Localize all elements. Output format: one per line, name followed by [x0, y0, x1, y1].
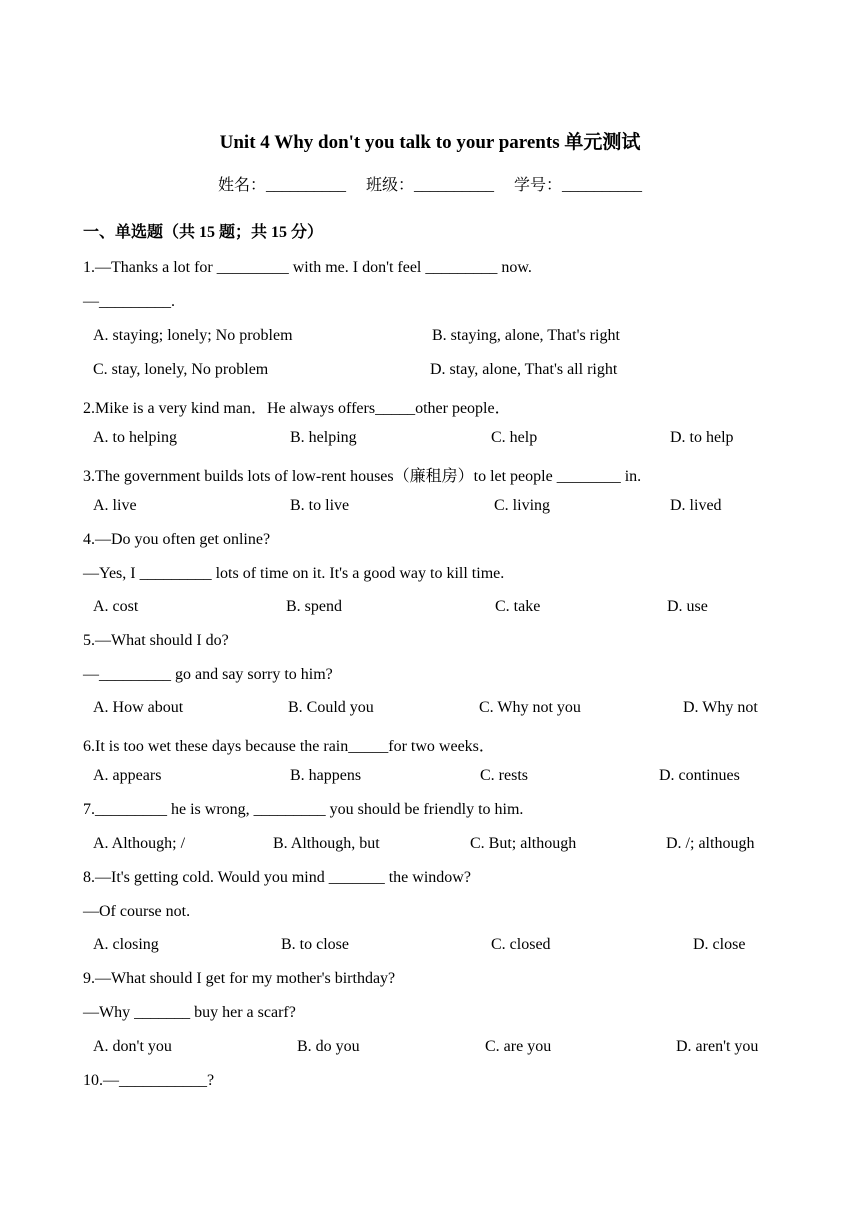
question-9-option-b[interactable]: B. do you — [297, 1038, 360, 1055]
question-6-option-d[interactable]: D. continues — [659, 767, 740, 784]
question-8-stem: 8.—It's getting cold. Would you mind _______ the window? — [83, 869, 471, 886]
question-8-option-c[interactable]: C. closed — [491, 936, 551, 953]
question-2-option-d[interactable]: D. to help — [670, 429, 734, 446]
id-field[interactable]: 学号：__________ — [514, 177, 643, 194]
question-4-option-b[interactable]: B. spend — [286, 598, 342, 615]
question-9-stem: 9.—What should I get for my mother's birthday? — [83, 970, 396, 987]
question-1-option-a[interactable]: A. staying; lonely; No problem — [93, 327, 293, 344]
question-5-stem: 5.—What should I do? — [83, 632, 229, 649]
question-8-response: —Of course not. — [83, 903, 191, 920]
question-5-response: —_________ go and say sorry to him? — [83, 666, 333, 683]
question-4-response: —Yes, I _________ lots of time on it. It's a good way to kill time. — [83, 565, 505, 582]
question-1-option-b[interactable]: B. staying, alone, That's right — [432, 327, 620, 344]
question-8-option-d[interactable]: D. close — [693, 936, 746, 953]
question-7-option-a[interactable]: A. Although; / — [93, 835, 186, 852]
question-10-stem: 10.—___________? — [83, 1072, 215, 1089]
question-7-option-c[interactable]: C. But; although — [470, 835, 577, 852]
question-5-option-d[interactable]: D. Why not — [683, 699, 758, 716]
question-9-response: —Why _______ buy her a scarf? — [83, 1004, 296, 1021]
question-8-option-b[interactable]: B. to close — [281, 936, 349, 953]
question-3-option-c[interactable]: C. living — [494, 497, 551, 514]
question-6-stem: 6.It is too wet these days because the rain_____for two weeks． — [83, 738, 495, 755]
question-2-option-b[interactable]: B. helping — [290, 429, 357, 446]
question-4-option-a[interactable]: A. cost — [93, 598, 139, 615]
section-title: 一、单选题（共 15 题；共 15 分） — [83, 224, 324, 241]
question-4-stem: 4.—Do you often get online? — [83, 531, 271, 548]
question-9-option-d[interactable]: D. aren't you — [676, 1038, 759, 1055]
question-1-option-d[interactable]: D. stay, alone, That's all right — [430, 361, 618, 378]
question-1-stem: 1.—Thanks a lot for _________ with me. I don't feel _________ now. — [83, 259, 532, 276]
question-7-option-b[interactable]: B. Although, but — [273, 835, 380, 852]
question-9-option-c[interactable]: C. are you — [485, 1038, 552, 1055]
question-1-option-c[interactable]: C. stay, lonely, No problem — [93, 361, 269, 378]
question-7-stem: 7._________ he is wrong, _________ you should be friendly to him. — [83, 801, 524, 818]
question-5-option-c[interactable]: C. Why not you — [479, 699, 581, 716]
question-2-stem: 2.Mike is a very kind man．He always offers_____other people． — [83, 400, 511, 417]
question-5-option-a[interactable]: A. How about — [93, 699, 184, 716]
name-field[interactable]: 姓名：__________ — [217, 177, 346, 194]
question-3-option-a[interactable]: A. live — [93, 497, 137, 514]
question-6-option-b[interactable]: B. happens — [290, 767, 362, 784]
question-8-option-a[interactable]: A. closing — [93, 936, 159, 953]
page-title: Unit 4 Why don't you talk to your parents 单元测试 — [219, 132, 641, 153]
question-4-option-c[interactable]: C. take — [495, 598, 541, 615]
class-field[interactable]: 班级：__________ — [365, 177, 494, 194]
question-4-option-d[interactable]: D. use — [667, 598, 708, 615]
question-3-option-d[interactable]: D. lived — [670, 497, 722, 514]
question-6-option-c[interactable]: C. rests — [480, 767, 528, 784]
student-info — [0, 172, 860, 195]
question-5-option-b[interactable]: B. Could you — [288, 699, 374, 716]
question-7-option-d[interactable]: D. /; although — [666, 835, 755, 852]
question-2-option-c[interactable]: C. help — [491, 429, 538, 446]
question-3-option-b[interactable]: B. to live — [290, 497, 350, 514]
question-3-stem: 3.The government builds lots of low-rent houses（廉租房）to let people ________ in. — [83, 468, 642, 485]
question-1-response: —_________. — [83, 293, 175, 310]
question-6-option-a[interactable]: A. appears — [93, 767, 162, 784]
question-9-option-a[interactable]: A. don't you — [93, 1038, 172, 1055]
question-2-option-a[interactable]: A. to helping — [93, 429, 177, 446]
